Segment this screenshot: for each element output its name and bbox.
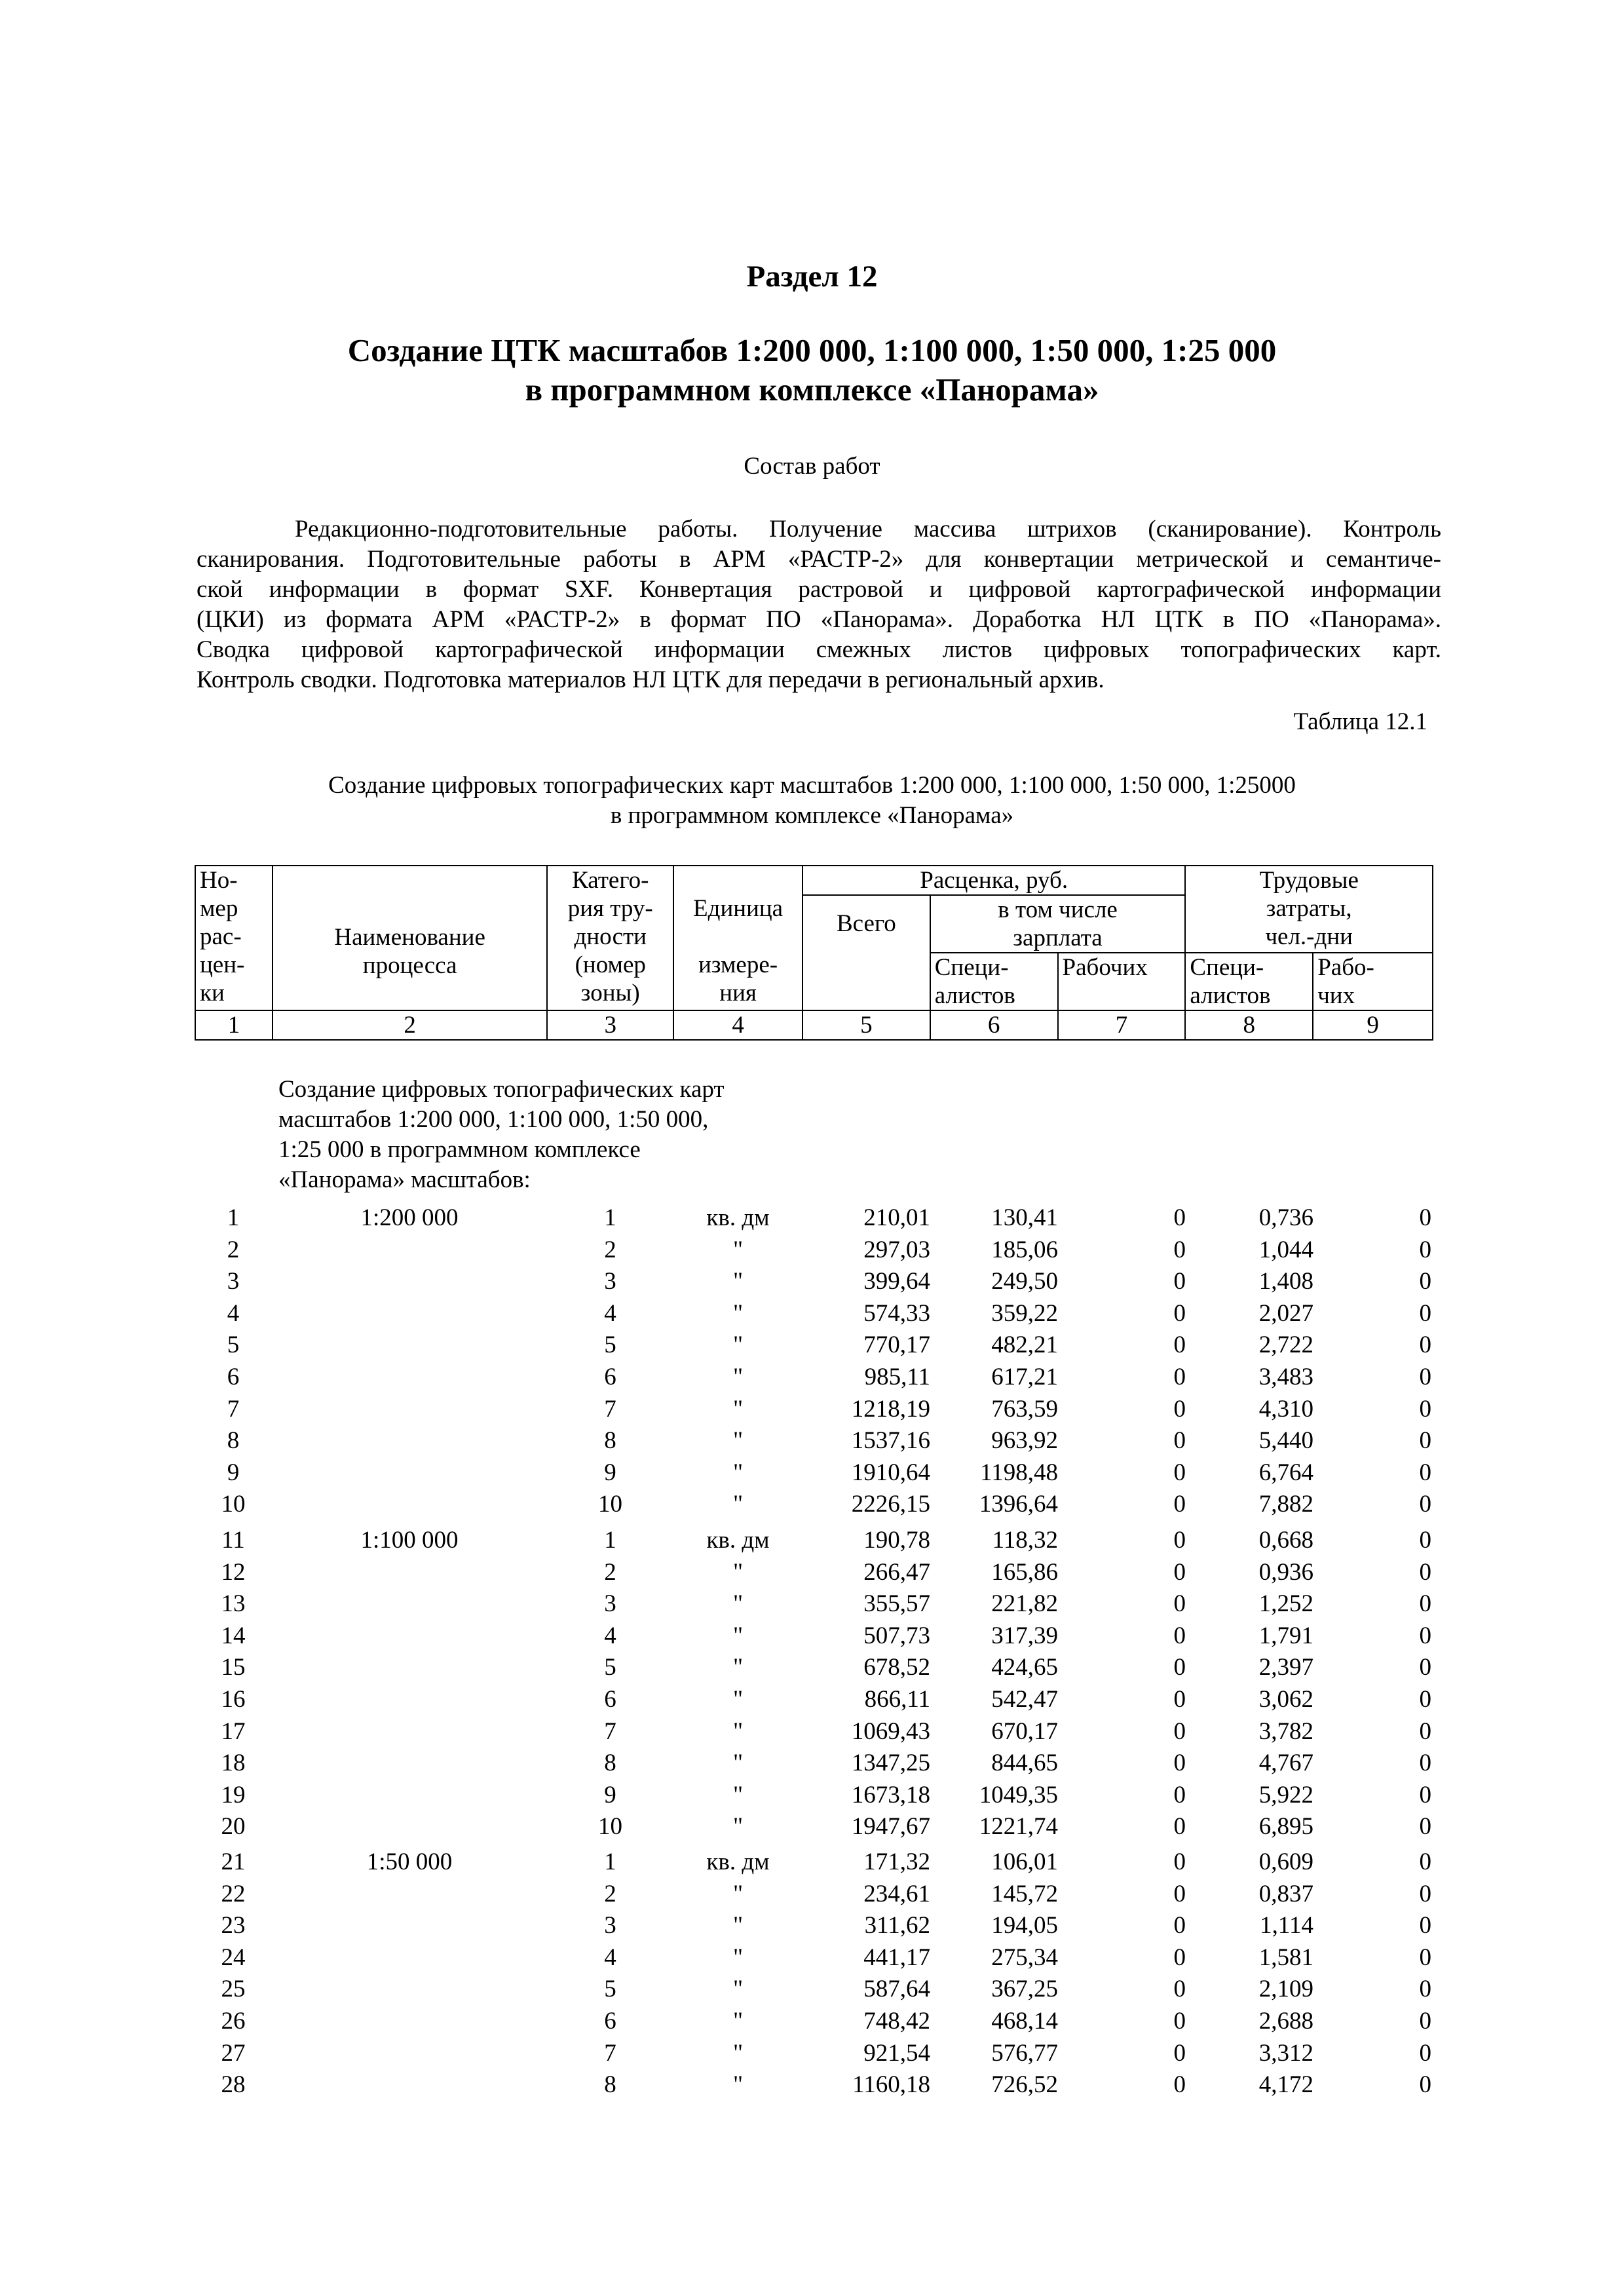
table-title-line-2: в программном комплексе «Панорама» — [610, 802, 1014, 829]
table-cell: 5,440 — [1258, 1427, 1313, 1455]
table-cell: 118,32 — [992, 1527, 1058, 1554]
table-cell: 6,764 — [1258, 1459, 1313, 1486]
table-header — [195, 865, 1433, 1041]
table-cell: " — [732, 1459, 744, 1486]
table-cell: " — [732, 1364, 744, 1390]
table-cell: 4,310 — [1258, 1395, 1313, 1423]
table-cell: 574,33 — [863, 1299, 930, 1327]
table-cell: " — [732, 1558, 744, 1586]
table-cell: 587,64 — [863, 1976, 930, 2003]
table-cell: 542,47 — [991, 1686, 1058, 1713]
table-cell: 7 — [604, 1395, 616, 1423]
table-cell: " — [732, 1654, 744, 1681]
table-cell: 210,01 — [863, 1204, 930, 1231]
table-cell: " — [732, 1395, 744, 1423]
header-total: Всего — [803, 895, 930, 1010]
table-cell: " — [732, 1880, 744, 1907]
table-cell: 5 — [604, 1654, 616, 1681]
table-cell: " — [732, 1943, 744, 1971]
table-cell: 171,32 — [863, 1848, 930, 1875]
table-cell: 1218,19 — [851, 1395, 930, 1423]
paragraph-line: (ЦКИ) из формата АРМ «РАСТР-2» в формат ПО «Панорама». Доработка НЛ ЦТК в ПО «Панорама». — [197, 606, 1441, 633]
table-cell: 311,62 — [864, 1912, 930, 1940]
table-cell: 0 — [1419, 1491, 1431, 1518]
table-cell: 3,312 — [1258, 2039, 1313, 2067]
table-cell: 678,52 — [863, 1654, 930, 1681]
table-cell: 1947,67 — [851, 1813, 930, 1841]
table-cell: 0 — [1419, 1943, 1431, 1971]
table-cell: 190,78 — [863, 1527, 930, 1554]
table-cell: 15 — [221, 1654, 246, 1681]
table-cell: 266,47 — [863, 1558, 930, 1586]
table-cell: 0,668 — [1258, 1527, 1313, 1554]
table-cell: 0 — [1419, 1750, 1431, 1777]
header-unit: Единица измере- ния — [673, 866, 803, 1010]
table-cell: 234,61 — [863, 1880, 930, 1907]
table-cell: 0 — [1419, 1848, 1431, 1875]
table-cell: 770,17 — [863, 1331, 930, 1359]
table-cell: 0 — [1173, 1558, 1186, 1586]
table-cell: 866,11 — [864, 1686, 930, 1713]
table-cell: 6,895 — [1258, 1813, 1313, 1841]
table-cell: 0 — [1173, 1364, 1186, 1390]
paragraph-line: Контроль сводки. Подготовка материалов НЛ ЦТК для передачи в региональный архив. — [197, 666, 1105, 693]
table-cell: 2,688 — [1258, 2008, 1313, 2035]
table-cell: 2 — [227, 1236, 240, 1263]
table-cell: 1,044 — [1258, 1236, 1313, 1263]
table-cell: кв. дм — [706, 1848, 770, 1875]
table-cell: 1221,74 — [979, 1813, 1058, 1841]
table-cell: 0 — [1173, 1848, 1186, 1875]
table-cell: 0 — [1419, 1299, 1431, 1327]
table-cell: 1910,64 — [851, 1459, 930, 1486]
table-cell: 5 — [604, 1976, 616, 2003]
table-cell: 26 — [221, 2008, 246, 2035]
table-cell: 13 — [221, 1590, 246, 1618]
table-cell: 25 — [221, 1976, 246, 2003]
header-rate-number: Но- мер рас- цен- ки — [195, 866, 273, 1010]
table-cell: 0 — [1419, 1912, 1431, 1940]
table-cell: 0,936 — [1258, 1558, 1313, 1586]
table-cell: 7 — [227, 1395, 240, 1423]
table-cell: 2,722 — [1258, 1331, 1313, 1359]
table-cell: 297,03 — [863, 1236, 930, 1263]
table-cell: 2 — [604, 1558, 616, 1586]
table-cell: 3,483 — [1258, 1364, 1313, 1390]
table-cell: 4,172 — [1258, 2071, 1313, 2099]
table-cell: 1347,25 — [851, 1750, 930, 1777]
table-cell: 23 — [221, 1912, 246, 1940]
table-cell: 2226,15 — [851, 1491, 930, 1518]
table-cell: 0,837 — [1258, 1880, 1313, 1907]
table-cell: 6 — [604, 1364, 616, 1390]
table-cell: 14 — [221, 1622, 246, 1649]
table-cell: 399,64 — [863, 1268, 930, 1295]
table-cell: 1 — [227, 1204, 240, 1231]
table-cell: 0 — [1419, 1880, 1431, 1907]
table-cell: 8 — [604, 2071, 616, 2099]
table-cell: 4 — [604, 1943, 616, 1971]
table-cell: 0 — [1173, 1654, 1186, 1681]
work-description-paragraph — [197, 514, 1441, 695]
table-cell: " — [732, 1491, 744, 1518]
table-cell: 3,062 — [1258, 1686, 1313, 1713]
table-cell: 3 — [227, 1268, 240, 1295]
header-including-salary: в том числе зарплата — [930, 895, 1186, 953]
table-cell: 0 — [1173, 1427, 1186, 1455]
table-cell: 921,54 — [863, 2039, 930, 2067]
table-cell: 0 — [1173, 1976, 1186, 2003]
table-cell: 0 — [1173, 1299, 1186, 1327]
table-cell: 22 — [221, 1880, 246, 1907]
main-title — [0, 331, 1624, 410]
header-salary-workers: Рабочих — [1058, 953, 1186, 1010]
table-cell: 355,57 — [863, 1590, 930, 1618]
header-column-numbers: 1 2 3 4 5 6 7 8 9 — [195, 1010, 1433, 1040]
table-cell: 0 — [1173, 1331, 1186, 1359]
header-labor-workers: Рабо- чих — [1313, 953, 1433, 1010]
table-cell: 0 — [1419, 1395, 1431, 1423]
header-category: Катего- рия тру- дности (номер зоны) — [547, 866, 673, 1010]
table-cell: кв. дм — [706, 1204, 770, 1231]
paragraph-line: сканирования. Подготовительные работы в АРМ «РАСТР-2» для конвертации метрической и семантиче- — [197, 546, 1441, 573]
table-number: Таблица 12.1 — [1293, 708, 1427, 735]
table-cell: 194,05 — [991, 1912, 1058, 1940]
table-cell: " — [732, 2039, 744, 2067]
header-labor: Трудовые затраты, чел.-дни — [1185, 866, 1433, 953]
table-cell: " — [732, 1686, 744, 1713]
table-cell: 27 — [221, 2039, 246, 2067]
table-cell: 0 — [1419, 1236, 1431, 1263]
table-cell: 0 — [1419, 1268, 1431, 1295]
table-cell: 9 — [604, 1781, 616, 1808]
table-cell: 21 — [221, 1848, 246, 1875]
table-cell: 10 — [598, 1491, 622, 1518]
table-cell: " — [732, 2008, 744, 2035]
paragraph-line: Сводка цифровой картографической информации смежных листов цифровых топографических карт. — [197, 636, 1441, 663]
table-cell: 221,82 — [991, 1590, 1058, 1618]
table-cell: 6 — [604, 1686, 616, 1713]
table-cell: 4 — [604, 1622, 616, 1649]
header-salary-specialists: Специ- алистов — [930, 953, 1058, 1010]
table-cell: 8 — [227, 1427, 240, 1455]
table-cell: 0 — [1173, 1880, 1186, 1907]
header-price: Расценка, руб. — [803, 866, 1185, 895]
table-cell: 0 — [1173, 1717, 1186, 1745]
table-cell: 18 — [221, 1750, 246, 1777]
table-cell: " — [732, 1299, 744, 1327]
table-cell: 441,17 — [863, 1943, 930, 1971]
table-cell: 0 — [1173, 2008, 1186, 2035]
table-cell: 7 — [604, 1717, 616, 1745]
table-cell: 482,21 — [991, 1331, 1058, 1359]
table-cell: " — [732, 1236, 744, 1263]
table-cell: 670,17 — [991, 1717, 1058, 1745]
table-cell: " — [732, 1331, 744, 1359]
table-cell: 0 — [1419, 1558, 1431, 1586]
table-cell: " — [732, 2071, 744, 2099]
table-cell: 6 — [227, 1364, 240, 1390]
table-cell: 0 — [1173, 1943, 1186, 1971]
table-cell: 0 — [1173, 1813, 1186, 1841]
table-cell: 1198,48 — [980, 1459, 1058, 1486]
table-cell: 748,42 — [863, 2008, 930, 2035]
table-cell: 0 — [1419, 1686, 1431, 1713]
table-cell: 5,922 — [1258, 1781, 1313, 1808]
table-cell: 3,782 — [1258, 1717, 1313, 1745]
table-cell: 359,22 — [991, 1299, 1058, 1327]
paragraph-line: ской информации в формат SXF. Конвертация растровой и цифровой картографической информации — [197, 576, 1441, 603]
section-title: Раздел 12 — [746, 259, 878, 294]
table-cell: 275,34 — [991, 1943, 1058, 1971]
table-cell: 2 — [604, 1236, 616, 1263]
table-cell: 317,39 — [991, 1622, 1058, 1649]
header-process-name: Наименование процесса — [273, 866, 547, 1010]
table-cell: 0 — [1419, 1813, 1431, 1841]
table-cell: 0 — [1419, 1781, 1431, 1808]
table-cell: 1160,18 — [852, 2071, 930, 2099]
table-cell: 0 — [1173, 1491, 1186, 1518]
table-cell: 5 — [227, 1331, 240, 1359]
table-cell: 0 — [1173, 1236, 1186, 1263]
table-title-line-1: Создание цифровых топографических карт масштабов 1:200 000, 1:100 000, 1:50 000, 1:25000 — [328, 772, 1296, 799]
table-cell: 1537,16 — [851, 1427, 930, 1455]
table-cell: " — [732, 1750, 744, 1777]
table-cell: 11 — [221, 1527, 245, 1554]
table-cell: кв. дм — [706, 1527, 770, 1554]
table-cell: " — [732, 1590, 744, 1618]
main-title-line-1: Создание ЦТК масштабов 1:200 000, 1:100 000, 1:50 000, 1:25 000 — [347, 332, 1277, 368]
table-cell: 145,72 — [991, 1880, 1058, 1907]
table-cell: 1069,43 — [851, 1717, 930, 1745]
header-labor-specialists: Специ- алистов — [1185, 953, 1313, 1010]
scale-label: 1:50 000 — [366, 1848, 453, 1875]
table-cell: 844,65 — [991, 1750, 1058, 1777]
table-cell: 0 — [1173, 2039, 1186, 2067]
table-cell: 3 — [604, 1912, 616, 1940]
table-cell: 1 — [604, 1527, 616, 1554]
table-cell: 4 — [227, 1299, 240, 1327]
table-cell: 0 — [1419, 1590, 1431, 1618]
table-cell: 0 — [1173, 1912, 1186, 1940]
table-cell: 424,65 — [991, 1654, 1058, 1681]
table-cell: 617,21 — [991, 1364, 1058, 1390]
table-cell: 1 — [604, 1848, 616, 1875]
group-description: Создание цифровых топографических карт масштабов 1:200 000, 1:100 000, 1:50 000, 1:25 000 в программном комплексе «Панорама» масштабов: — [278, 1076, 725, 1193]
table-cell: " — [732, 1717, 744, 1745]
table-cell: 507,73 — [863, 1622, 930, 1649]
table-cell: 165,86 — [991, 1558, 1058, 1586]
table-cell: 763,59 — [991, 1395, 1058, 1423]
main-title-line-2: в программном комплексе «Панорама» — [525, 372, 1099, 408]
table-title — [0, 771, 1624, 831]
work-composition-heading: Состав работ — [744, 453, 880, 480]
table-cell: " — [732, 1912, 744, 1940]
table-cell: 0 — [1173, 1459, 1186, 1486]
table-cell: 0 — [1173, 2071, 1186, 2099]
table-cell: 7 — [604, 2039, 616, 2067]
table-cell: 106,01 — [991, 1848, 1058, 1875]
table-cell: 9 — [227, 1459, 240, 1486]
table-cell: 1,114 — [1260, 1912, 1313, 1940]
table-cell: 3 — [604, 1268, 616, 1295]
scale-label: 1:100 000 — [360, 1527, 459, 1554]
table-cell: 576,77 — [991, 2039, 1058, 2067]
paragraph-line: Редакционно-подготовительные работы. Получение массива штрихов (сканирование). Контроль — [295, 516, 1441, 543]
table-cell: 7,882 — [1258, 1491, 1313, 1518]
table-cell: " — [732, 1268, 744, 1295]
table-cell: 4 — [604, 1299, 616, 1327]
table-cell: 0 — [1419, 1459, 1431, 1486]
table-cell: 6 — [604, 2008, 616, 2035]
table-cell: 130,41 — [991, 1204, 1058, 1231]
table-cell: 468,14 — [991, 2008, 1058, 2035]
table-cell: 0 — [1173, 1527, 1186, 1554]
table-cell: 5 — [604, 1331, 616, 1359]
table-cell: 10 — [221, 1491, 246, 1518]
table-cell: 0,609 — [1258, 1848, 1313, 1875]
table-cell: 19 — [221, 1781, 246, 1808]
table-cell: 1,408 — [1258, 1268, 1313, 1295]
scale-label: 1:200 000 — [360, 1204, 459, 1231]
table-cell: 28 — [221, 2071, 246, 2099]
table-cell: 0 — [1419, 1976, 1431, 2003]
table-cell: 0 — [1419, 1654, 1431, 1681]
table-cell: 12 — [221, 1558, 246, 1586]
table-cell: " — [732, 1976, 744, 2003]
table-cell: 1,791 — [1258, 1622, 1313, 1649]
table-cell: 0 — [1173, 1395, 1186, 1423]
table-cell: 1,581 — [1258, 1943, 1313, 1971]
table-cell: 0 — [1173, 1590, 1186, 1618]
table-cell: 1049,35 — [979, 1781, 1058, 1808]
table-cell: " — [732, 1781, 744, 1808]
table-cell: 0 — [1419, 1427, 1431, 1455]
table-cell: 0 — [1173, 1204, 1186, 1231]
table-cell: 0 — [1173, 1750, 1186, 1777]
table-cell: 0 — [1419, 1527, 1431, 1554]
table-cell: 0 — [1419, 1717, 1431, 1745]
table-cell: 8 — [604, 1750, 616, 1777]
table-cell: 20 — [221, 1813, 246, 1841]
table-cell: 0 — [1173, 1622, 1186, 1649]
table-cell: 2,109 — [1258, 1976, 1313, 2003]
table-cell: 1396,64 — [979, 1491, 1058, 1518]
table-cell: 963,92 — [991, 1427, 1058, 1455]
table-cell: 0 — [1173, 1686, 1186, 1713]
table-cell: 2,397 — [1258, 1654, 1313, 1681]
table-cell: 2 — [604, 1880, 616, 1907]
table-cell: " — [732, 1622, 744, 1649]
table-cell: 10 — [598, 1813, 622, 1841]
table-cell: " — [732, 1427, 744, 1455]
table-cell: 0 — [1419, 2008, 1431, 2035]
table-cell: " — [732, 1813, 744, 1841]
table-cell: 2,027 — [1258, 1299, 1313, 1327]
table-cell: 0 — [1173, 1268, 1186, 1295]
table-cell: 8 — [604, 1427, 616, 1455]
table-cell: 367,25 — [991, 1976, 1058, 2003]
table-cell: 0 — [1419, 1622, 1431, 1649]
table-cell: 1 — [604, 1204, 616, 1231]
table-cell: 0 — [1419, 1364, 1431, 1390]
table-cell: 249,50 — [991, 1268, 1058, 1295]
table-cell: 0,736 — [1258, 1204, 1313, 1231]
table-cell: 0 — [1419, 1331, 1431, 1359]
table-cell: 0 — [1419, 2071, 1431, 2099]
table-cell: 9 — [604, 1459, 616, 1486]
table-cell: 185,06 — [991, 1236, 1058, 1263]
table-cell: 726,52 — [991, 2071, 1058, 2099]
table-cell: 985,11 — [864, 1364, 930, 1390]
table-cell: 3 — [604, 1590, 616, 1618]
table-cell: 24 — [221, 1943, 246, 1971]
table-cell: 17 — [221, 1717, 246, 1745]
table-cell: 16 — [221, 1686, 246, 1713]
table-cell: 1,252 — [1258, 1590, 1313, 1618]
table-cell: 0 — [1173, 1781, 1186, 1808]
table-cell: 1673,18 — [851, 1781, 930, 1808]
table-cell: 0 — [1419, 1204, 1431, 1231]
table-cell: 4,767 — [1258, 1750, 1313, 1777]
table-cell: 0 — [1419, 2039, 1431, 2067]
